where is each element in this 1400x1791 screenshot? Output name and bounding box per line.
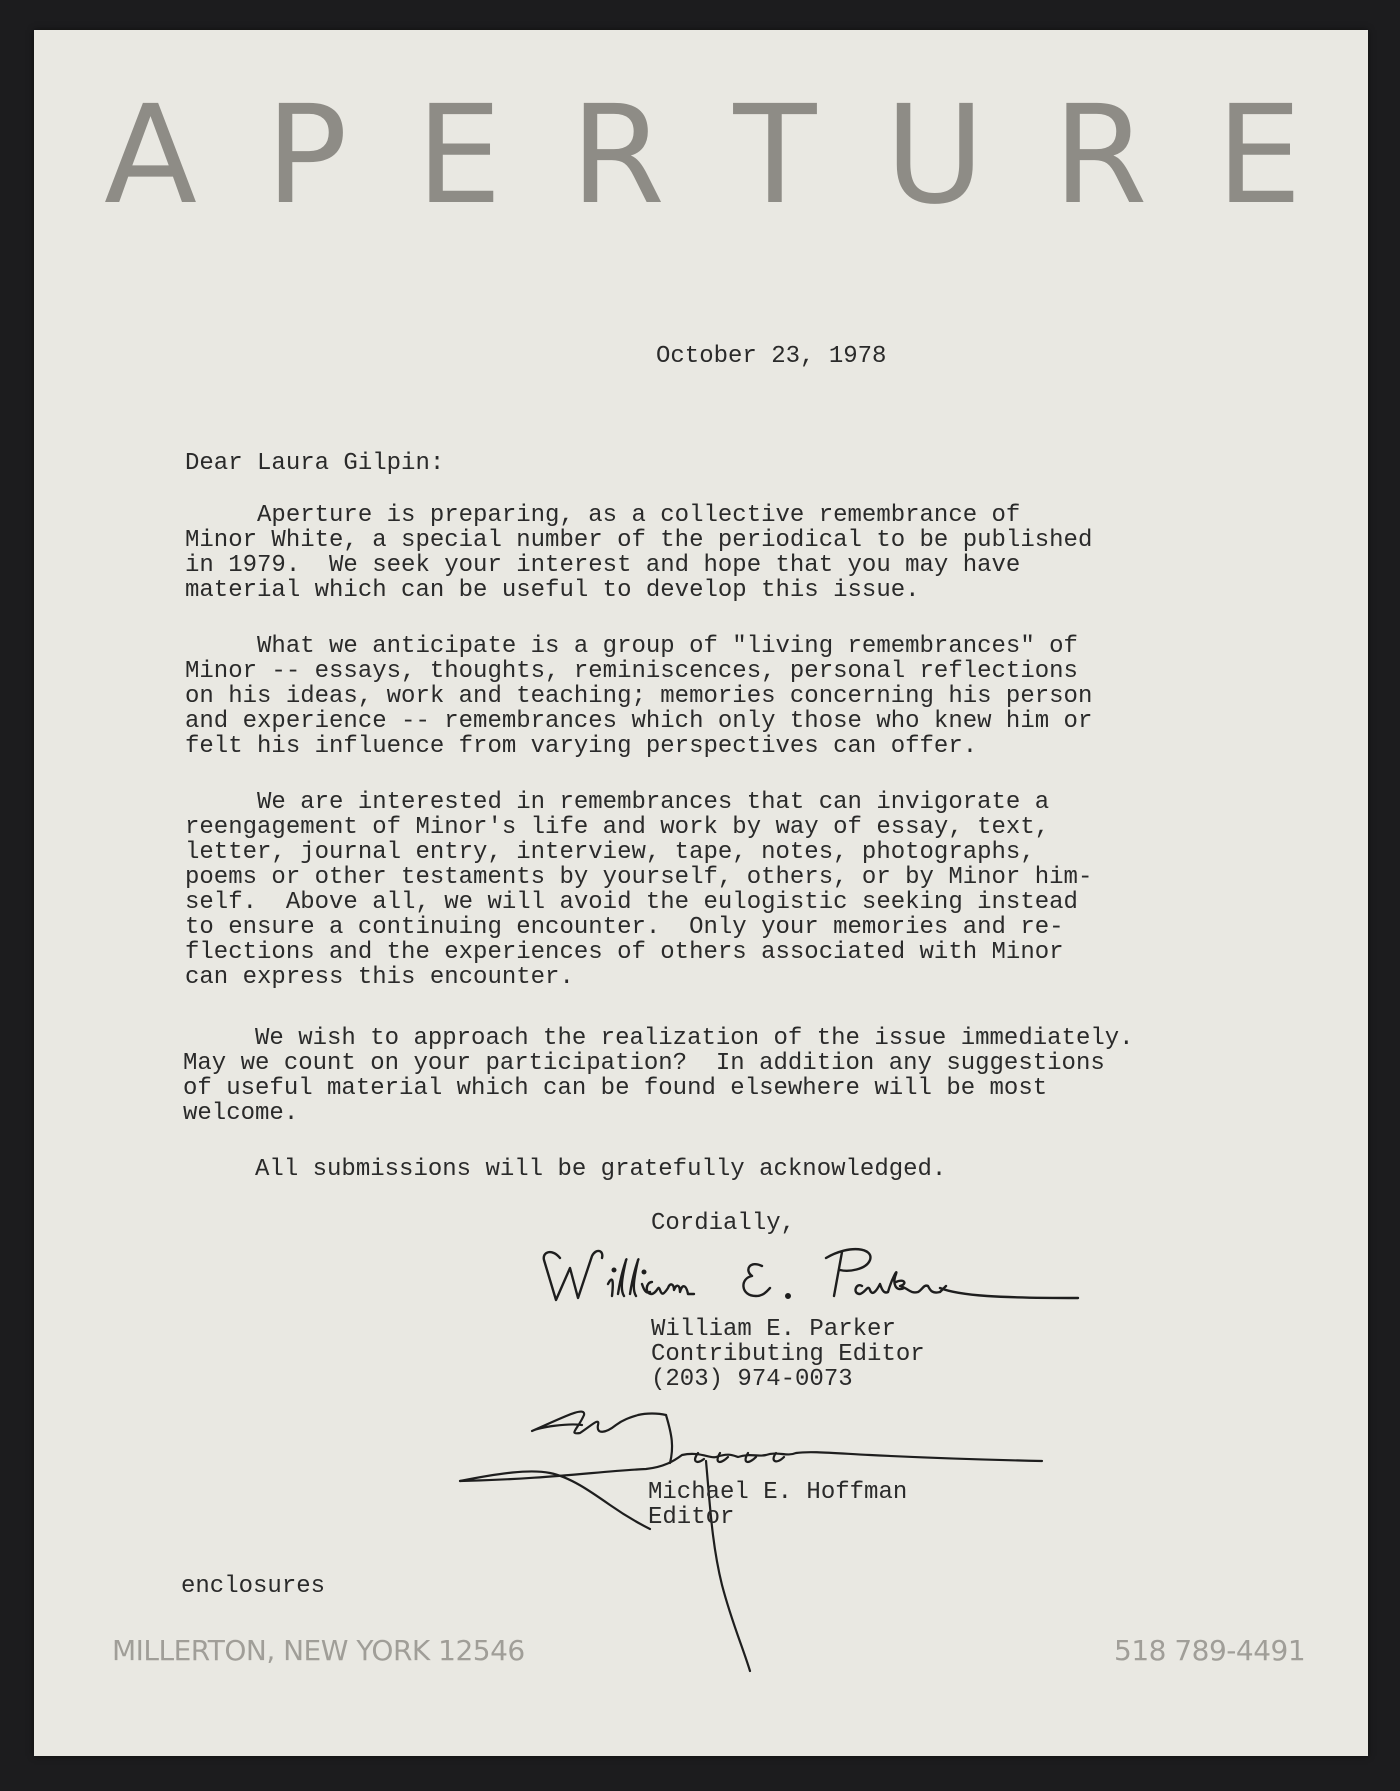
letterhead-letter: A [104,77,198,235]
letterhead-letter: E [416,77,502,235]
signer2-title: Editor [648,1504,735,1531]
letterhead-letter: P [265,77,348,235]
signer1-title: Contributing Editor [651,1341,925,1368]
body-paragraph-1: Aperture is preparing, as a collective remembrance of Minor White, a special number of the periodical to be published in 1979. We seek your interest and hope that you may have material which can be useful to develop this issue. [185,502,1093,604]
salutation: Dear Laura Gilpin: [185,450,445,477]
letterhead-title [104,77,1302,235]
letterhead-letter: R [570,77,665,235]
closing: Cordially, [651,1210,796,1237]
footer-address: MILLERTON, NEW YORK 12546 [112,1634,525,1667]
body-paragraph-3: We are interested in remembrances that can invigorate a reengagement of Minor's life and work by way of essay, text, letter, journal entry, interview, tape, notes, photographs, poems or other testaments by yourself, others, or by Minor him- self. Above all, we will avoid the eulogistic seeking instead to ensure a continuing encounter. Only your memories and re- flections and the experiences of others associated with Minor can express this encounter. [185,789,1093,991]
signature-hoffman [460,1395,1050,1680]
signer2-name: Michael E. Hoffman [648,1479,908,1506]
letterhead-letter: E [1216,77,1302,235]
signer1-phone: (203) 974-0073 [651,1366,853,1393]
signer1-name: William E. Parker [651,1316,896,1343]
letterhead-letter: R [1053,77,1148,235]
letterhead-letter: U [885,77,985,235]
body-paragraph-2: What we anticipate is a group of "living remembrances" of Minor -- essays, thoughts, reminiscences, personal reflections on his ideas, work and teaching; memories concerning his person and experience -- remembrances which only those who knew him or felt his influence from varying perspectives can offer. [185,633,1093,760]
footer-phone: 518 789-4491 [1114,1634,1306,1667]
body-paragraph-4: We wish to approach the realization of the issue immediately. May we count on your participation? In addition any suggestions of useful material which can be found elsewhere will be most welcome. [183,1025,1134,1127]
letterhead-letter: T [733,77,817,235]
letter-date: October 23, 1978 [656,343,887,370]
body-paragraph-5: All submissions will be gratefully acknowledged. [183,1156,947,1183]
enclosures-note: enclosures [181,1573,326,1600]
